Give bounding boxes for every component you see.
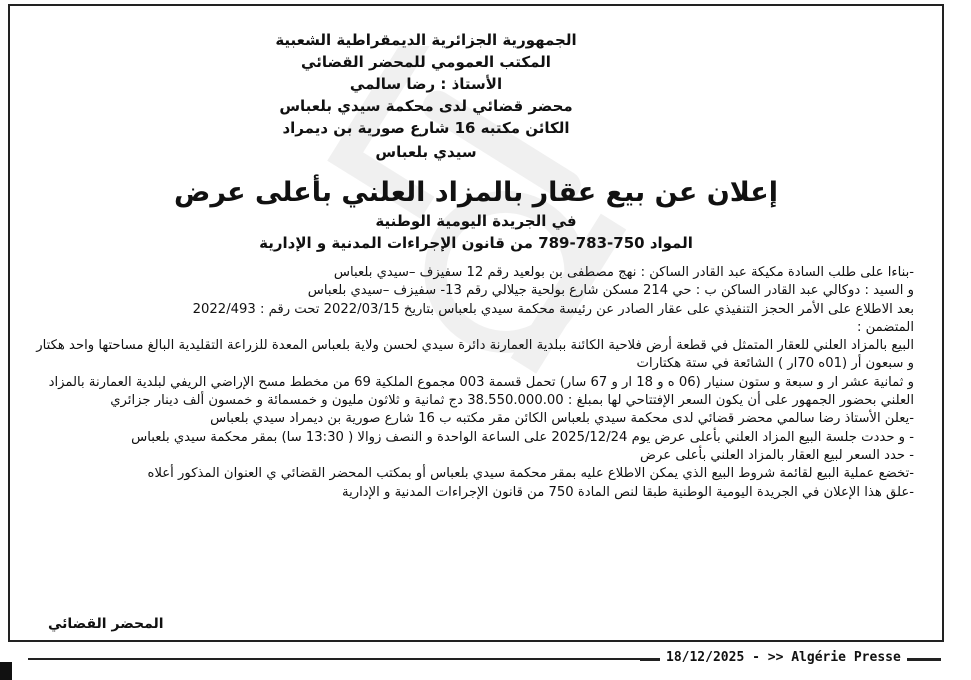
footer-rule-right <box>901 658 941 661</box>
header-line-office: المكتب العمومي للمحضر القضائي <box>301 53 551 71</box>
footer <box>640 650 941 668</box>
body-paragraph: و ثمانية عشر ار و سبعة و ستون سنيار (06 ه و 18 ار و 67 سار) تحمل قسمة 003 مجموع الملكية 69 من مخطط مسح الإراضي الريفي لبلدية العمارنة بالمزاد العلني بحضور الجمهور على أن يكون السعر الإفتتاحي لها بمبلغ : 38.550.000.00 دج ثمانية و ثلاثون مليون و خمسمائة و خمسون ألف دينار جزائري <box>48 374 914 409</box>
header-line-city: سيدي بلعباس <box>375 143 477 161</box>
body-paragraph: -علق هذا الإعلان في الجريدة اليومية الوطنية طبقا لنص المادة 750 من قانون الإجراءات المدنية و الإدارية <box>342 484 914 500</box>
body-paragraph: المتضمن : <box>856 319 914 335</box>
header-line-court: محضر قضائي لدى محكمة سيدي بلعباس <box>279 97 573 115</box>
header-line-republic: الجمهورية الجزائرية الديمقراطية الشعبية <box>275 31 577 49</box>
announcement-subtitle-articles: المواد 750-783-789 من قانون الإجراءات المدنية و الإدارية <box>259 234 693 252</box>
announcement-frame <box>8 4 944 642</box>
body-paragraph: البيع بالمزاد العلني للعقار المتمثل في قطعة أرض فلاحية الكائنة ببلدية العمارنة دائرة سيدي لحسن ولاية بلعباس المعدة للزراعة التقليدية البالغ مساحتها واحد هكتار و سبعون أر (01ه 70ار ) الشائعة في ستة هكتارات <box>36 338 914 372</box>
footer-divider <box>28 658 640 660</box>
body-paragraph: - و حددت جلسة البيع المزاد العلني بأعلى عرض يوم 2025/12/24 على الساعة الواحدة و النصف زوالا ( 13:30 سا) بمقر محكمة سيدي بلعباس <box>131 429 914 445</box>
signature-label: المحضر القضائي <box>48 616 164 632</box>
body-paragraph: و السيد : دوكالي عبد القادر الساكن ب : حي 214 مسكن شارع بولحية جيلالي رقم 13- سفيزف –سيدي بلعباس <box>307 283 914 299</box>
announcement-title: إعلان عن بيع عقار بالمزاد العلني بأعلى عرض <box>174 177 778 208</box>
body-paragraph: بعد الاطلاع على الأمر الحجز التنفيذي على عقار الصادر عن رئيسة محكمة سيدي بلعباس بتاريخ 2022/03/15 تحت رقم : 2022/493 <box>192 301 914 317</box>
announcement-subtitle-newspaper: في الجريدة اليومية الوطنية <box>375 212 577 230</box>
header-line-address: الكائن مكتبه 16 شارع صورية بن ديمراد <box>282 119 570 137</box>
footer-rule-left <box>640 658 660 661</box>
footer-date-source: 18/12/2025 - >> Algérie Presse <box>660 650 907 665</box>
body-paragraph: -تخضع عملية البيع لقائمة شروط البيع الذي يمكن الاطلاع عليه بمقر محكمة سيدي بلعباس أو بمكتب المحضر القضائي ي العنوان المذكور أعلاه <box>147 466 914 482</box>
header-line-bailiff-name: الأستاذ : رضا سالمي <box>349 75 503 93</box>
corner-mark <box>0 662 12 680</box>
body-paragraph: - حدد السعر لبيع العقار بالمزاد العلني بأعلى عرض <box>640 447 914 463</box>
body-paragraph: -بناءا على طلب السادة مكيكة عبد القادر الساكن : نهج مصطفى بن بولعيد رقم 12 سفيزف –سيدي بلعباس <box>333 265 914 280</box>
body-paragraph: -يعلن الأستاذ رضا سالمي محضر قضائي لدى محكمة سيدي بلعباس الكائن مقر مكتبه ب 16 شارع صورية بن ديمراد سيدي بلعباس <box>210 411 914 427</box>
announcement-body <box>26 264 914 502</box>
